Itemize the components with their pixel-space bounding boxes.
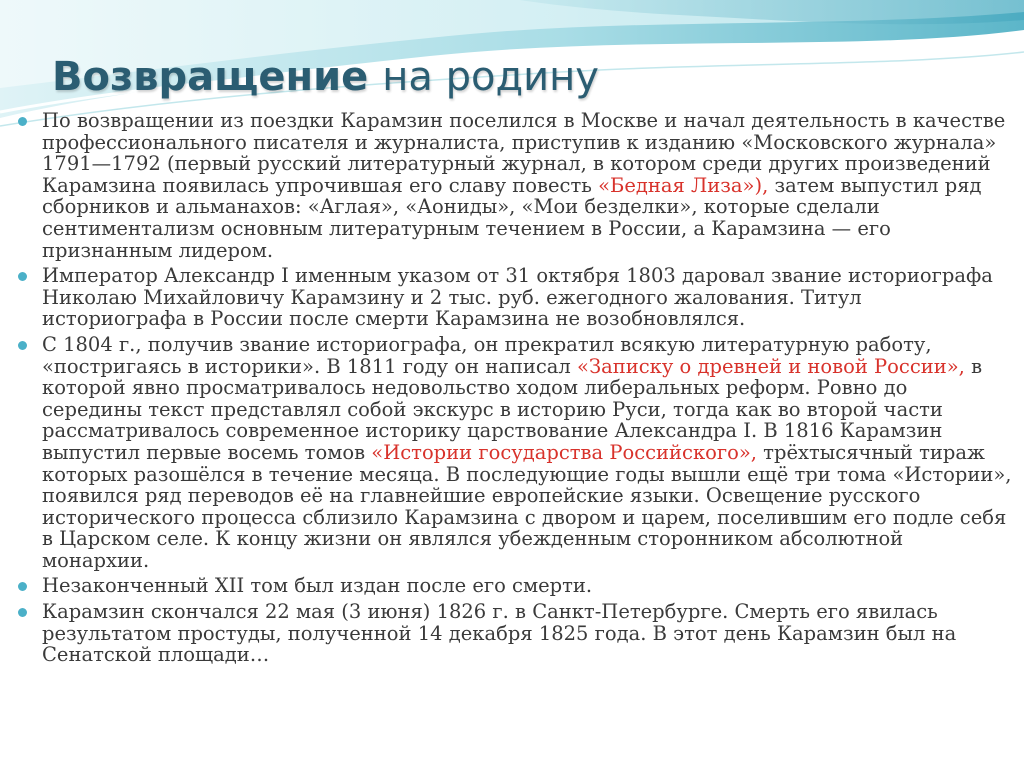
bullet-1-text-a: По возвращении из поездки Карамзин поселился в Москве и начал деятельность в качестве профессионального писателя и журналиста, приступив к изданию «Московского журнала» 1791—1792 (первый русский литературный журнал, в котором среди других произведений Карамзина появилась упрочившая его славу повесть xyxy=(42,109,1006,197)
bullet-5-text: Карамзин скончался 22 мая (3 июня) 1826 г. в Санкт-Петербурге. Смерть его явилась результатом простуды, полученной 14 декабря 1825 года. В этот день Карамзин был на Сенатской площади… xyxy=(42,600,957,667)
bullet-3-text-a: С 1804 г., получив звание историографа, он прекратил всякую литературную работу, «постригаясь в историки». В 1811 году он написал xyxy=(42,332,932,378)
bullet-icon xyxy=(18,272,27,281)
slide-title xyxy=(52,54,599,100)
bullet-icon xyxy=(18,341,27,350)
bullet-item-5 xyxy=(14,601,1012,666)
bullet-4-text: Незаконченный XII том был издан после его смерти. xyxy=(42,574,593,598)
bullet-1-text-b: затем выпустил ряд сборников и альманахов: «Аглая», «Аониды», «Мои безделки», которые сделали сентиментализм основным литературным течением в России, а Карамзина — его признанным лидером. xyxy=(42,173,982,262)
bullet-3-highlight-2: «Истории государства Российского», xyxy=(371,440,757,464)
bullet-1-highlight: «Бедная Лиза»), xyxy=(598,173,769,197)
bullet-2-text: Император Александр I именным указом от 31 октября 1803 даровал звание историографа Николаю Михайловичу Карамзину и 2 тыс. руб. ежегодного жалования. Титул историографа в России после смерти Карамзина не возобновлялся. xyxy=(42,264,993,331)
bullet-icon xyxy=(18,582,27,591)
bullet-icon xyxy=(18,117,27,126)
bullet-item-2 xyxy=(14,265,1012,330)
bullet-3-highlight-1: «Записку о древней и новой России», xyxy=(577,354,965,378)
bullet-3-text-c: трёхтысячный тираж которых разошёлся в течение месяца. В последующие годы вышли ещё три тома «Истории», появился ряд переводов её на главнейшие европейские языки. Освещение русского исторического процесса сблизило Карамзина с двором и царем, поселившим его подле себя в Царском селе. К концу жизни он являлся убежденным сторонником абсолютной монархии. xyxy=(42,440,1012,572)
bullet-item-1 xyxy=(14,110,1012,261)
title-word-1: Возвращение xyxy=(52,54,369,100)
slide-body xyxy=(14,110,1012,670)
bullet-3-text-b: в которой явно просматривалось недовольство ходом либеральных реформ. Ровно до середины текст представлял собой экскурс в историю Руси, тогда как во второй части рассматривалось современное историку царствование Александра I. В 1816 Карамзин выпустил первые восемь томов xyxy=(42,354,983,464)
bullet-item-4 xyxy=(14,575,1012,597)
title-word-2: на родину xyxy=(382,54,599,100)
bullet-icon xyxy=(18,608,27,617)
bullet-item-3 xyxy=(14,334,1012,572)
bullet-list xyxy=(14,110,1012,666)
